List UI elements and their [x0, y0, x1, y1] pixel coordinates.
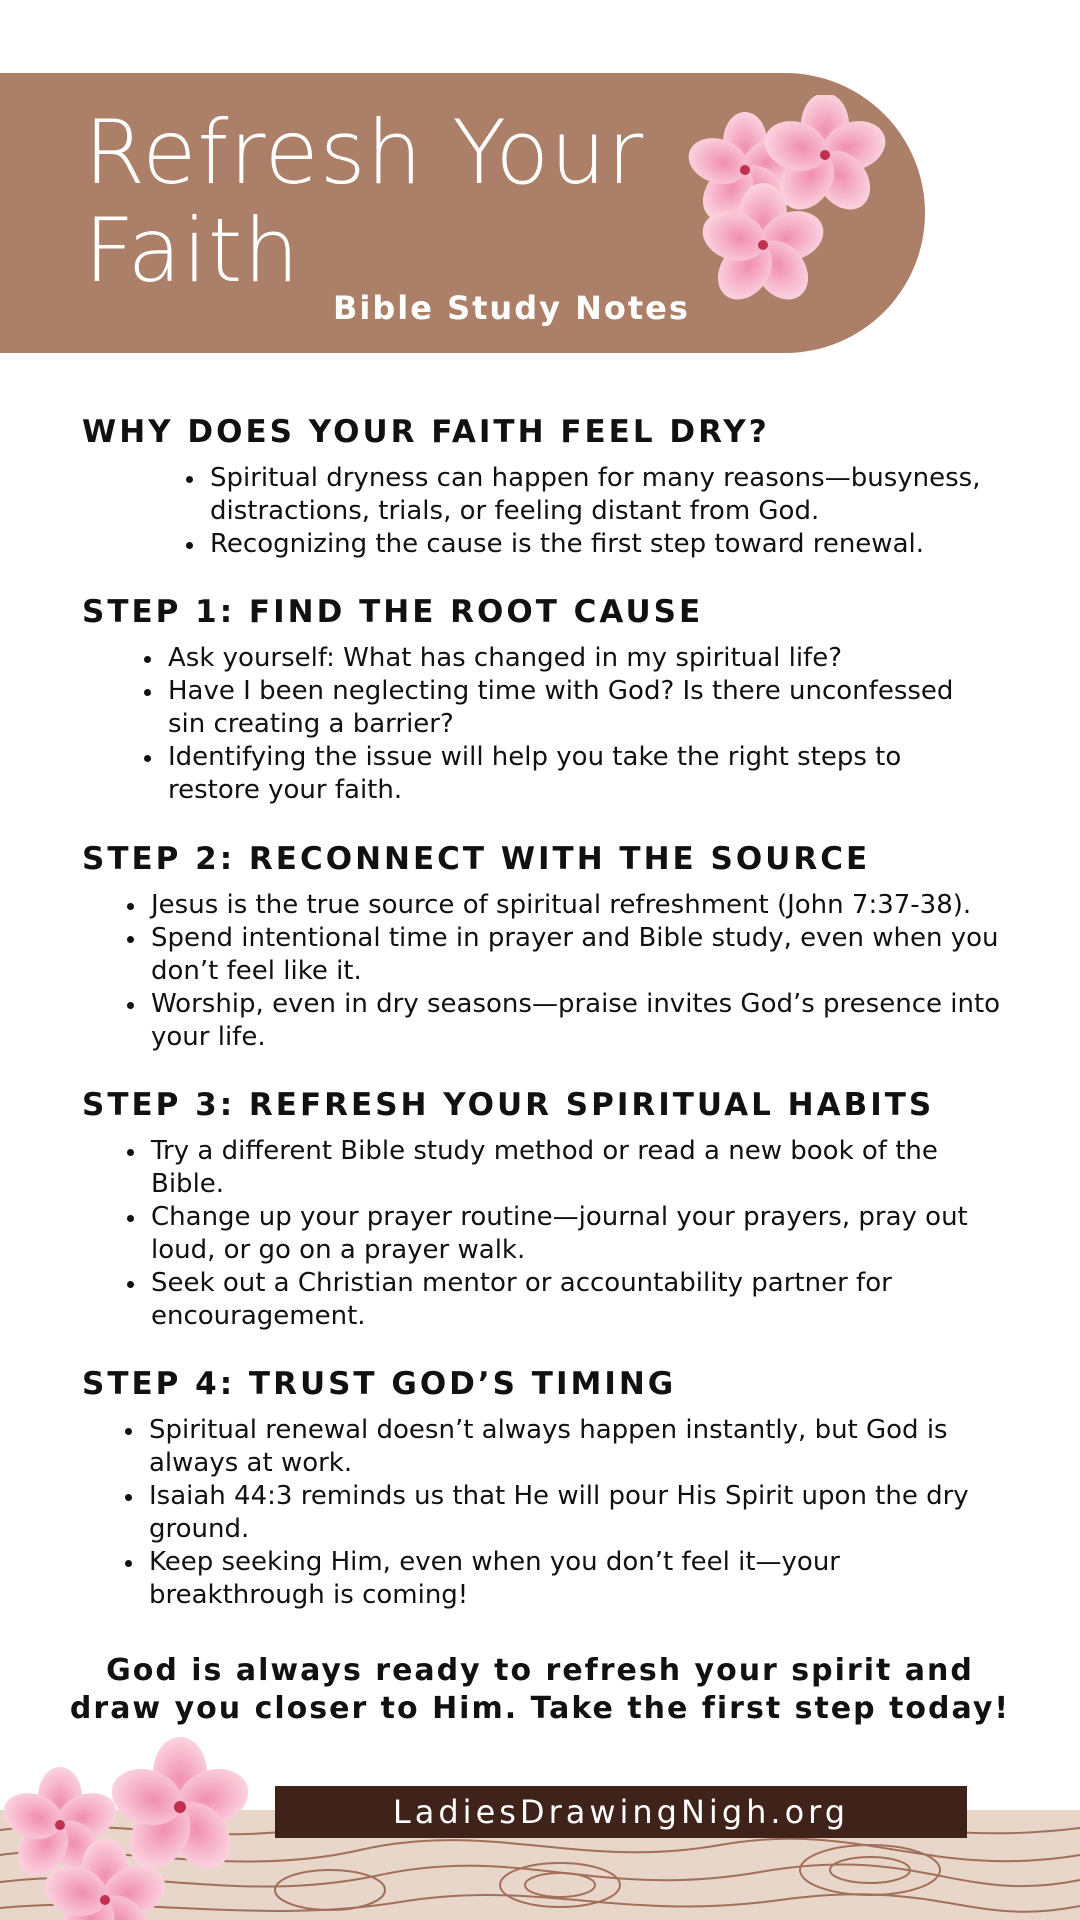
cherry-blossom-icon	[0, 1735, 285, 1920]
page-subtitle: Bible Study Notes	[333, 289, 690, 327]
list-item: Worship, even in dry seasons—praise invites God’s presence into your life.	[151, 989, 1001, 1052]
bullet-list	[151, 1135, 981, 1333]
section-heading: STEP 3: REFRESH YOUR SPIRITUAL HABITS	[82, 1087, 935, 1123]
list-item: Identifying the issue will help you take the right steps to restore your faith.	[168, 741, 988, 807]
closing-statement	[60, 1652, 1020, 1728]
section-heading: STEP 4: TRUST GOD’S TIMING	[82, 1366, 677, 1402]
section-step-3	[82, 1087, 1002, 1333]
list-item: Spiritual renewal doesn’t always happen instantly, but God is always at work.	[149, 1414, 979, 1480]
section-step-1	[82, 594, 1002, 807]
cherry-blossom-icon	[675, 95, 905, 320]
list-item: Ask yourself: What has changed in my spiritual life?	[168, 642, 988, 675]
title-line-1: Refresh Your	[84, 101, 645, 204]
closing-line-1: God is always ready to refresh your spirit and	[106, 1653, 974, 1688]
list-item: Isaiah 44:3 reminds us that He will pour His Spirit upon the dry ground.	[149, 1480, 979, 1546]
title-line-2: Faith	[84, 199, 301, 302]
list-item: Recognizing the cause is the first step toward renewal.	[210, 528, 1050, 561]
bullet-list	[151, 889, 1001, 1054]
bullet-list	[210, 462, 1050, 561]
bullet-list	[149, 1414, 979, 1612]
page-title	[84, 101, 645, 302]
section-heading: STEP 2: RECONNECT WITH THE SOURCE	[82, 841, 871, 877]
website-url: LadiesDrawingNigh.org	[275, 1786, 967, 1838]
list-item: Change up your prayer routine—journal your prayers, pray out loud, or go on a prayer walk.	[151, 1201, 981, 1267]
list-item: Try a different Bible study method or read a new book of the Bible.	[151, 1135, 981, 1201]
list-item: Have I been neglecting time with God? Is there unconfessed sin creating a barrier?	[168, 675, 988, 741]
list-item: Spiritual dryness can happen for many reasons—busyness, distractions, trials, or feeling distant from God.	[210, 462, 1050, 528]
list-item: Jesus is the true source of spiritual refreshment (John 7:37-38).	[151, 889, 1001, 922]
list-item: Seek out a Christian mentor or accountability partner for encouragement.	[151, 1267, 981, 1333]
bullet-list	[168, 642, 988, 807]
section-heading: WHY DOES YOUR FAITH FEEL DRY?	[82, 414, 770, 450]
section-heading: STEP 1: FIND THE ROOT CAUSE	[82, 594, 704, 630]
section-step-2	[82, 841, 1002, 1054]
section-step-4	[82, 1366, 1002, 1612]
list-item: Spend intentional time in prayer and Bible study, even when you don’t feel like it.	[151, 922, 1001, 988]
section-why-dry	[82, 414, 1002, 561]
closing-line-2: draw you closer to Him. Take the first step today!	[69, 1691, 1011, 1726]
list-item: Keep seeking Him, even when you don’t feel it—your breakthrough is coming!	[149, 1546, 979, 1612]
